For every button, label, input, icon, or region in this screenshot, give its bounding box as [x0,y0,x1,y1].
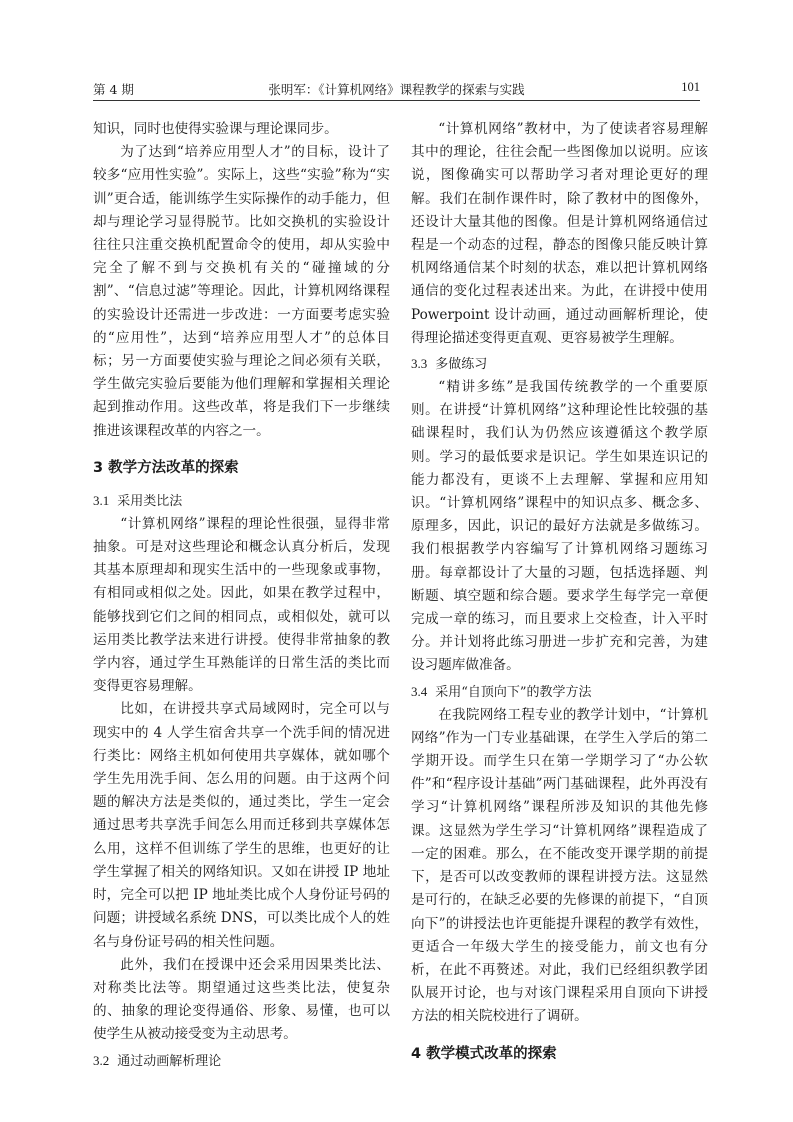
right-column [411,118,708,1075]
running-header [93,80,700,100]
header-rule [93,100,700,101]
paragraph: 为了达到“培养应用型人才”的目标，设计了较多“应用性实验”。实际上，这些“实验”称为“实训”更合适，能训练学生实际操作的动手能力，但却与理论学习显得脱节。比如交换机的实验设计往往只注重交换机配置命令的使用，却从实验中完全了解不到与交换机有关的“碰撞域的分割”、“信息过滤”等理论。因此，计算机网络课程的实验设计还需进一步改进：一方面要考虑实验的“应用性”，达到“培养应用型人才”的总体目标；另一方面要使实验与理论之间必须有关联，学生做完实验后要能为他们理解和掌握相关理论起到推动作用。这些改革，将是我们下一步继续推进该课程改革的内容之一。 [93,144,390,439]
paragraph: “精讲多练”是我国传统教学的一个重要原则。在讲授“计算机网络”这种理论性比较强的基础课程时，我们认为仍然应该遵循这个教学原则。学习的最低要求是识记。学生如果连识记的能力都没有，更谈不上去理解、掌握和应用知识。“计算机网络”课程中的知识点多、概念多、原理多，因此，识记的最好方法就是多做练习。我们根据教学内容编写了计算机网络习题练习册。每章都设计了大量的习题，包括选择题、判断题、填空题和综合题。要求学生每学完一章便完成一章的练习，而且要求上交检查，计入平时分。并计划将此练习册进一步扩充和完善，为建设习题库做准备。 [411,379,708,674]
paragraph: “计算机网络”课程的理论性很强，显得非常抽象。可是对这些理论和概念认真分析后，发现其基本原理却和现实生活中的一些现象或事物，有相同或相似之处。因此，如果在教学过程中，能够找到它们之间的相同点，或相似处，就可以运用类比教学法来进行讲授。使得非常抽象的教学内容，通过学生耳熟能详的日常生活的类比而变得更容易理解。 [93,515,390,695]
paragraph: 此外，我们在授课中还会采用因果类比法、对称类比法等。期望通过这些类比法，使复杂的、抽象的理论变得通俗、形象、易懂，也可以使学生从被动接受变为主动思考。 [93,956,390,1043]
subsection-heading-3-3 [411,352,708,376]
subsection-number: 3.4 [411,683,428,699]
subsection-heading-3-2 [93,1049,390,1073]
subsection-heading-3-1 [93,489,390,513]
subsection-heading-3-4 [411,680,708,704]
subsection-number: 3.1 [93,492,110,508]
subsection-title: 采用“自顶向下”的教学方法 [435,684,592,700]
issue-label: 第 4 期 [93,82,134,97]
section-heading-3: 3 教学方法改革的探索 [93,459,239,476]
running-title: 张明军：《计算机网络》课程教学的探索与实践 [268,82,525,97]
subsection-title: 多做练习 [435,357,488,373]
left-column [93,118,390,1073]
subsection-number: 3.3 [411,356,428,372]
paragraph: 在我院网络工程专业的教学计划中，“计算机网络”作为一门专业基础课，在学生入学后的第二学期开设。而学生只在第一学期学习了“办公软件”和“程序设计基础”两门基础课程，此外再没有学习“计算机网络”课程所涉及知识的其他先修课。这显然为学生学习“计算机网络”课程造成了一定的困难。那么，在不能改变开课学期的前提下，是否可以改变教师的课程讲授方法。这显然是可行的，在缺乏必要的先修课的前提下，“自顶向下”的讲授法也许更能提升课程的教学有效性，更适合一年级大学生的接受能力，前文也有分析，在此不再赘述。对此，我们已经组织教学团队展开讨论，也与对该门课程采用自顶向下讲授方法的相关院校进行了调研。 [411,706,708,1025]
section-heading-4: 4 教学模式改革的探索 [411,1045,557,1062]
subsection-title: 采用类比法 [117,493,183,509]
paragraph: “计算机网络”教材中，为了使读者容易理解其中的理论，往往会配一些图像加以说明。应该说，图像确实可以帮助学习者对理论更好的理解。我们在制作课件时，除了教材中的图像外，还设计大量其他的图像。但是计算机网络通信过程是一个动态的过程，静态的图像只能反映计算机网络通信某个时刻的状态，难以把计算机网络通信的变化过程表述出来。为此，在讲授中使用 Powerpoint 设计动画，通过动画解析理论，使得理论描述变得更直观、更容易被学生理解。 [411,121,708,346]
paragraph: 比如，在讲授共享式局域网时，完全可以与现实中的 4 人学生宿舍共享一个洗手间的情况进行类比：网络主机如何使用共享媒体，就如哪个学生先用洗手间、怎么用的问题。由于这两个问题的解决方法是类似的，通过类比，学生一定会通过思考共享洗手间怎么用而迁移到共享媒体怎么用，这样不但训练了学生的思维，也更好的让学生掌握了相关的网络知识。又如在讲授 IP 地址时，完全可以把 IP 地址类比成个人身份证号码的问题；讲授域名系统 DNS，可以类比成个人的姓名与身份证号码的相关性问题。 [93,701,390,950]
page-number: 101 [681,80,700,94]
subsection-number: 3.2 [93,1052,110,1068]
subsection-title: 通过动画解析理论 [117,1053,222,1069]
paragraph: 知识，同时也使得实验课与理论课同步。 [93,121,338,137]
